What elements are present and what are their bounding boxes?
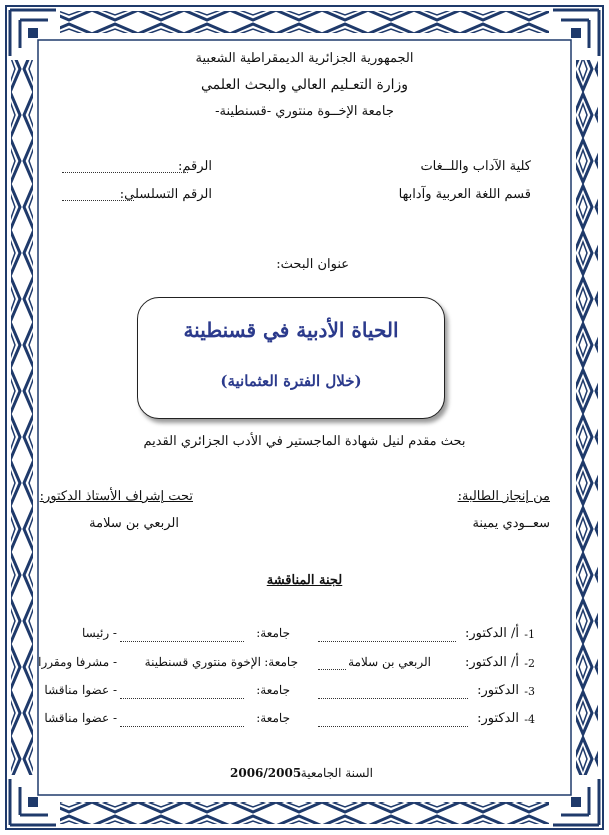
committee-univ-label: جامعة: (256, 626, 290, 640)
department-name: قسم اللغة العربية وآدابها (398, 187, 531, 202)
supervisor-label: تحت إشراف الأستاذ الدكتور: (39, 489, 193, 504)
header-university: جامعة الإخــوة منتوري -قسنطينة- (215, 104, 394, 119)
student-name: سعــودي يمينة (472, 516, 550, 531)
committee-role: - عضوا مناقشا (44, 711, 117, 725)
degree-line: بحث مقدم لنيل شهادة الماجستير في الأدب الجزائري القديم (143, 434, 466, 449)
committee-num: 4- (524, 713, 535, 726)
committee-name-dots (318, 669, 346, 670)
thesis-title: الحياة الأدبية في قسنطينة (183, 318, 399, 342)
supervisor-name: الربعي بن سلامة (89, 516, 179, 531)
committee-role: - عضوا مناقشا (44, 683, 117, 697)
committee-num: 2- (524, 657, 535, 670)
committee-univ-label: جامعة: (264, 655, 298, 669)
committee-univ-dots (120, 698, 244, 699)
committee-univ-label: جامعة: (256, 711, 290, 725)
committee-title: أ/ الدكتور: (464, 626, 519, 641)
committee-role: - رئيسا (82, 626, 117, 640)
academic-year-value: 2006/2005 (230, 766, 302, 780)
committee-name-dots (318, 726, 468, 727)
committee-name-dots (318, 641, 456, 642)
thesis-subtitle: (خلال الفترة العثمانية) (220, 372, 362, 390)
serial-number-label: الرقم التسلسلي: (119, 187, 212, 202)
committee-member-name: الربعي بن سلامة (348, 655, 431, 669)
number-label: الرقم: (178, 159, 212, 174)
committee-role: - مشرفا ومقررا (38, 655, 117, 669)
committee-heading: لجنة المناقشة (266, 573, 343, 588)
research-title-label: عنوان البحث: (276, 257, 349, 272)
committee-title: أ/ الدكتور: (464, 655, 519, 670)
number-dotted-line (62, 172, 188, 173)
serial-dotted-line (62, 200, 134, 201)
committee-num: 1- (524, 628, 535, 641)
title-box (137, 297, 445, 419)
committee-univ-label: جامعة: (256, 683, 290, 697)
committee-univ-dots (120, 726, 244, 727)
faculty-name: كلية الآداب واللــغات (420, 159, 531, 174)
committee-title: الدكتور: (477, 683, 519, 698)
header-ministry: وزارة التعـليم العالي والبحث العلمي (200, 77, 409, 93)
committee-univ-name: الإخوة منتوري قسنطينة (144, 655, 261, 669)
academic-year-label: السنة الجامعية: (296, 766, 373, 780)
committee-title: الدكتور: (477, 711, 519, 726)
committee-num: 3- (524, 685, 535, 698)
header-republic: الجمهورية الجزائرية الديمقراطية الشعبية (195, 51, 414, 66)
committee-univ-dots (120, 641, 244, 642)
student-label: من إنجاز الطالبة: (457, 489, 550, 504)
committee-name-dots (318, 698, 468, 699)
